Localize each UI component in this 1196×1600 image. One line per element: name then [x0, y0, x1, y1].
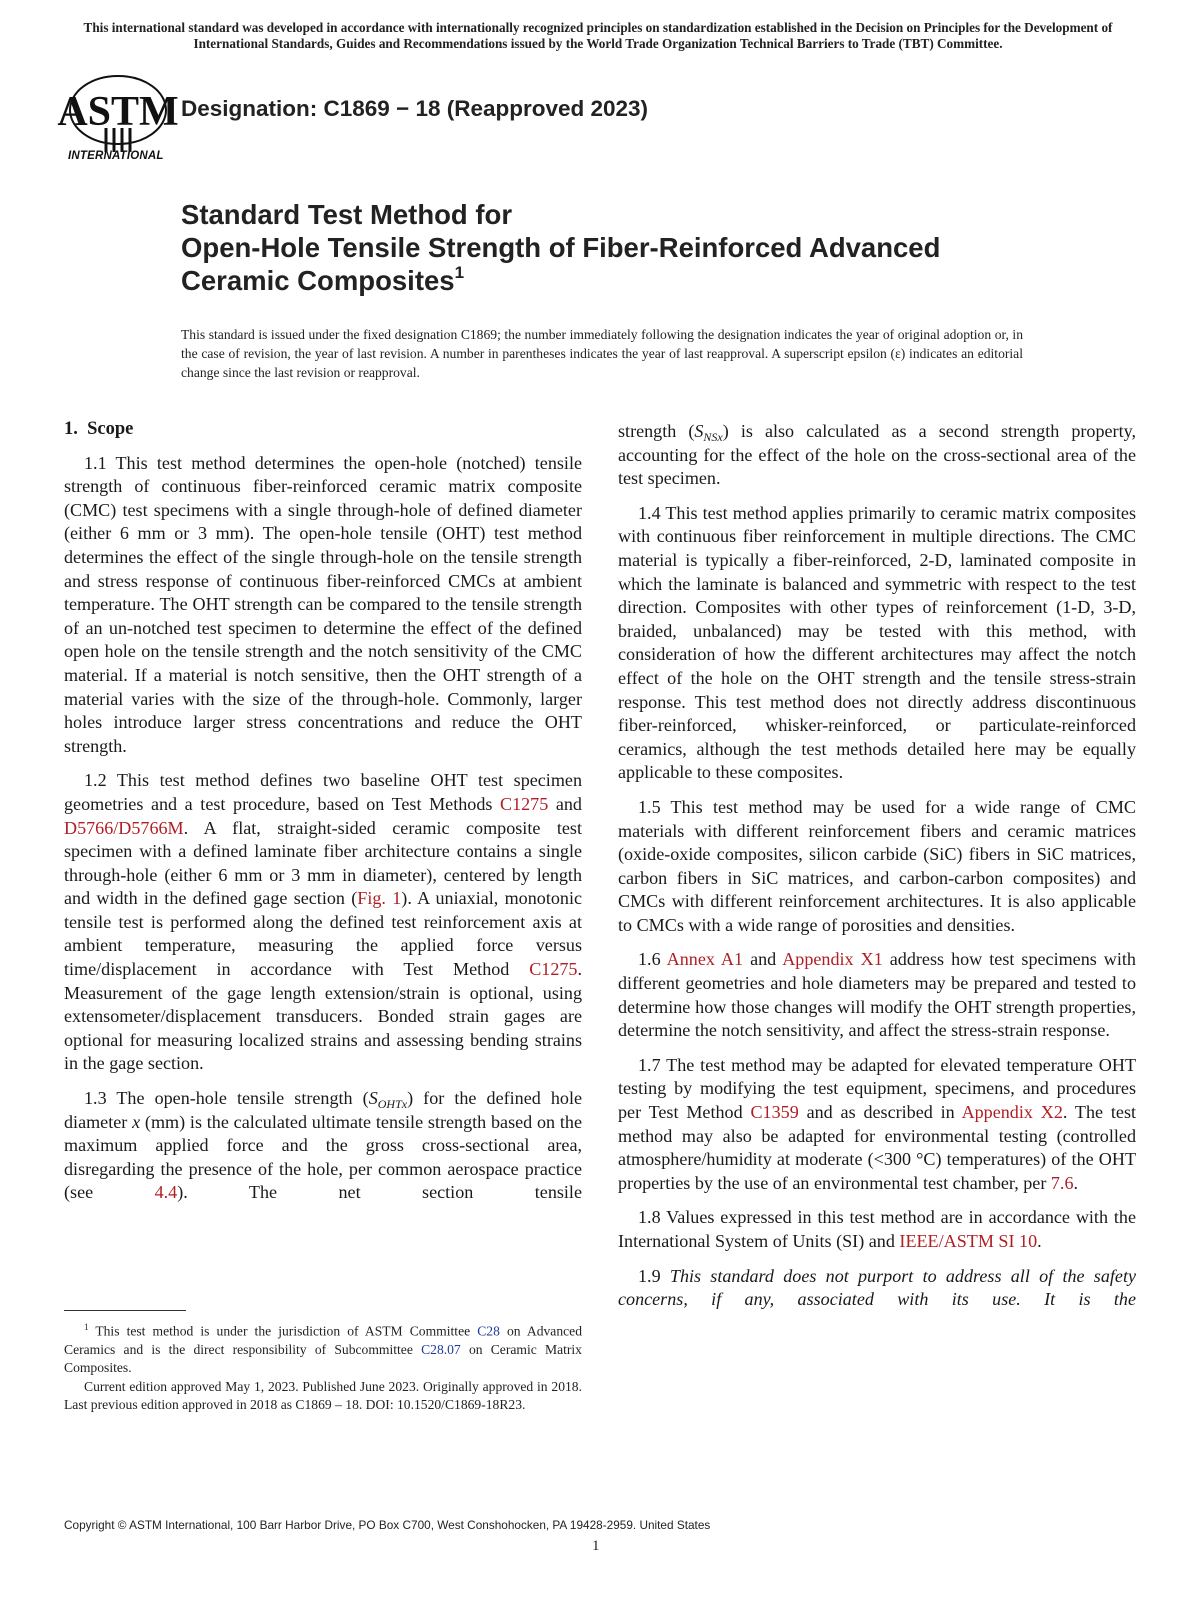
header-note: This international standard was developed in accordance with internationally recognized principles on standardization established in the Decision on Principles for the Development of International Standards, Guides and Recommendations issued by the World Trade Organization Technical Barriers to Trade (TBT) Committee. [83, 20, 1113, 51]
footnote-edition: Current edition approved May 1, 2023. Published June 2023. Originally approved in 2018. Last previous edition approved in 2018 as C1869 – 18. DOI: 10.1520/C1869-18R23. [64, 1378, 582, 1413]
paragraph-1-6: 1.6 Annex A1 and Appendix X1 address how test specimens with different geometries and hole diameters may be prepared and tested to determine how those changes will modify the OHT strength properties, determine the notch sensitivity, and affect the stress-strain response. [618, 949, 1136, 1041]
section-number: 1. [64, 419, 78, 439]
link-annex-a1[interactable]: Annex A1 [666, 949, 744, 970]
title-line-2: Open-Hole Tensile Strength of Fiber-Reinforced Advanced [181, 232, 941, 263]
footnote [64, 1318, 582, 1415]
link-fig-1[interactable]: Fig. 1 [357, 888, 402, 909]
designation: Designation: C1869 − 18 (Reapproved 2023) [181, 96, 649, 121]
title-footnote-mark: 1 [454, 263, 465, 282]
link-appendix-x2[interactable]: Appendix X2 [961, 1102, 1063, 1123]
link-ieee-astm-si-10[interactable]: IEEE/ASTM SI 10 [899, 1231, 1038, 1251]
title-line-3 [181, 264, 1101, 297]
left-column [64, 418, 582, 1216]
paragraph-1-3: 1.3 The open-hole tensile strength $(S_{OHTx})$ for the defined hole diameter x (mm) is the calculated ultimate tensile strength based on the maximum applied force and the gross cross-sectional area, disregarding the presence of the hole, per common aerospace practice (see 4.4). The net section tensile [64, 1088, 583, 1203]
issued-note: This standard is issued under the fixed designation C1869; the number immediately following the designation indicates the year of original adoption or, in the case of revision, the year of last revision. A number in parentheses indicates the year of last reapproval. A superscript epsilon (ε) indicates an editorial change since the last revision or reapproval. [181, 327, 1023, 380]
svg-text:ASTM: ASTM [57, 89, 179, 135]
link-appendix-x1[interactable]: Appendix X1 [782, 949, 883, 970]
section-title: Scope [87, 419, 134, 439]
link-c28-07[interactable]: C28.07 [421, 1341, 461, 1357]
paragraph-1-5: 1.5 This test method may be used for a wide range of CMC materials with different reinforcement fibers and ceramic matrices (oxide-oxide composites, silicon carbide (SiC) fibers in SiC matrices, carbon fibers in SiC matrices, and carbon-carbon composites) and CMCs with different reinforcement architectures. It is also applicable to CMCs with a wide range of porosities and densities. [618, 796, 1136, 935]
link-7-6[interactable]: 7.6 [1050, 1172, 1074, 1193]
paragraph-1-4: 1.4 This test method applies primarily to ceramic matrix composites with continuous fiber reinforcement in multiple directions. The CMC material is typically a fiber-reinforced, 2-D, laminated composite in which the laminate is balanced and symmetric with respect to the test direction. Composites with other types of reinforcement (1-D, 3-D, braided, unbalanced) may be tested with this method, with consideration of how the different architectures may affect the notch effect of the hole on the OHT strength and the tensile stress-strain response. This test method does not directly address discontinuous fiber-reinforced, whisker-reinforced, or particulate-reinforced ceramics, although the test methods detailed here may be equally applicable to these composites. [618, 502, 1136, 783]
right-column [618, 420, 1136, 1323]
logo-text: INTERNATIONAL [68, 150, 164, 162]
footnote-rule [64, 1310, 186, 1311]
paragraph-1-9: 1.9 This standard does not purport to address all of the safety concerns, if any, associated with its use. It is the [618, 1265, 1136, 1310]
link-c28[interactable]: C28 [477, 1323, 500, 1339]
title-line-3-text: Ceramic Composites [181, 265, 455, 296]
paragraph-1-3-continued: strength $(S_{NSx})$ is also calculated as a second strength property, accounting for the effect of the hole on the cross-sectional area of the test specimen. [618, 421, 1136, 489]
section-heading [64, 418, 582, 442]
paragraph-1-7: 1.7 The test method may be adapted for elevated temperature OHT testing by modifying the test equipment, specimens, and procedures per Test Method C1359 and as described in Appendix X2. The test method may also be adapted for environmental testing (controlled atmosphere/humidity at moderate (<300 °C) temperatures) of the OHT properties by the use of an environmental test chamber, per 7.6. [618, 1054, 1137, 1193]
paragraph-1-8: 1.8 Values expressed in this test method are in accordance with the International System of Units (SI) and IEEE/ASTM SI 10. [618, 1207, 1136, 1251]
copyright: Copyright © ASTM International, 100 Barr Harbor Drive, PO Box C700, West Conshohocken, PA 19428-2959. United States [64, 1518, 711, 1532]
paragraph-1-2: 1.2 This test method defines two baseline OHT test specimen geometries and a test procedure, based on Test Methods C1275 and D5766/D5766M. A flat, straight-sided ceramic composite test specimen with a defined laminate fiber architecture contains a single through-hole (either 6 mm or 3 mm in diameter), centered by length and width in the defined gage section (Fig. 1). A uniaxial, monotonic tensile test is performed along the defined test reinforcement axis at ambient temperature, measuring the applied force versus time/displacement in accordance with Test Method C1275. Measurement of the gage length extension/strain is optional, using extensometer/displacement transducers. Bonded strain gages are optional for measuring localized strains and assessing bending strains in the gage section. [64, 770, 583, 1074]
footnote-jurisdiction: $^1$ This test method is under the jurisdiction of ASTM Committee C28 on Advanced Ceramics and is the direct responsibility of Subcommittee C28.07 on Ceramic Matrix Composites. [64, 1322, 582, 1376]
link-c1275[interactable]: C1275 [500, 793, 549, 814]
link-4-4[interactable]: 4.4 [154, 1182, 178, 1203]
title-line-1: Standard Test Method for [181, 199, 513, 230]
page-number: 1 [592, 1538, 600, 1554]
link-d5766[interactable]: D5766/D5766M [64, 817, 184, 838]
document-title [181, 198, 1101, 297]
link-c1275-2[interactable]: C1275 [529, 959, 578, 980]
link-c1359[interactable]: C1359 [750, 1102, 799, 1123]
paragraph-1-1: 1.1 This test method determines the open-hole (notched) tensile strength of continuous fiber-reinforced ceramic matrix composite (CMC) test specimens with a single through-hole of defined diameter (either 6 mm or 3 mm). The open-hole tensile (OHT) test method determines the effect of the single through-hole on the tensile strength and stress response of continuous fiber-reinforced CMCs at ambient temperature. The OHT strength can be compared to the tensile strength of an un-notched test specimen to determine the effect of the defined open hole on the tensile strength and the notch sensitivity of the CMC material. If a material is notch sensitive, then the OHT strength of a material varies with the size of the through-hole. Commonly, larger holes introduce larger stress concentrations and reduce the OHT strength. [64, 452, 582, 756]
